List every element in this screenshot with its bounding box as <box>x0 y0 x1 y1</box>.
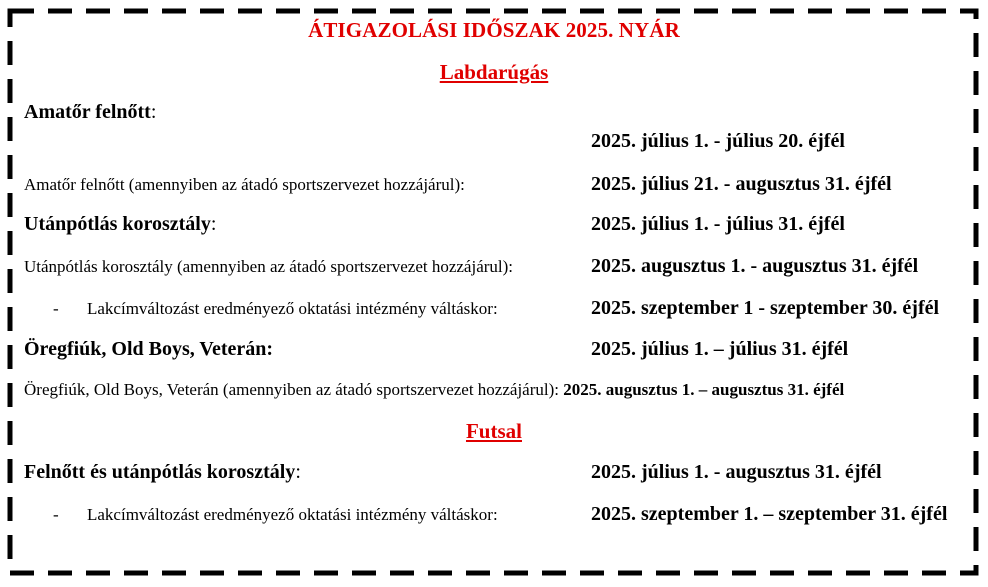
label-lakcim-labdarugas: Lakcímváltozást eredményező oktatási intézmény váltáskor: <box>87 299 498 318</box>
label-oregfiuk: Öregfiúk, Old Boys, Veterán: <box>24 338 274 360</box>
label-oregfiuk-hozzajarul: Öregfiúk, Old Boys, Veterán (amennyiben az átadó sportszervezet hozzájárul): <box>24 380 559 399</box>
value-utanpotlas: 2025. július 1. - július 31. éjfél <box>591 213 845 235</box>
row-oregfiuk <box>0 338 988 368</box>
label-lakcim-futsal: Lakcímváltozást eredményező oktatási intézmény váltáskor: <box>87 505 498 524</box>
value-oregfiuk-hozzajarul: 2025. augusztus 1. – augusztus 31. éjfél <box>563 380 845 399</box>
row-lakcim-futsal <box>0 503 988 533</box>
page-title: ÁTIGAZOLÁSI IDŐSZAK 2025. NYÁR <box>308 18 680 42</box>
row-amator-felnott-value <box>0 130 988 160</box>
row-utanpotlas: Utánpótlás korosztály: 2025. július 1. - július 31. éjfél <box>24 213 845 235</box>
row-futsal-felnott: Felnőtt és utánpótlás korosztály: 2025. július 1. - augusztus 31. éjfél <box>24 461 882 483</box>
value-futsal-felnott: 2025. július 1. - augusztus 31. éjfél <box>591 461 882 483</box>
label-amator-felnott: Amatőr felnőtt <box>24 101 151 123</box>
section-heading-labdarugas: Labdarúgás <box>439 60 549 84</box>
section-heading-futsal: Futsal <box>465 419 522 443</box>
row-utanpotlas-hozzajarul <box>0 255 988 285</box>
value-lakcim-futsal: 2025. szeptember 1. – szeptember 31. éjfél <box>591 503 948 525</box>
label-amator-hozzajarul: Amatőr felnőtt (amennyiben az átadó sportszervezet hozzájárul): <box>24 175 465 194</box>
row-oregfiuk-hozzajarul <box>0 380 988 410</box>
label-utanpotlas-hozzajarul: Utánpótlás korosztály (amennyiben az átadó sportszervezet hozzájárul): <box>24 257 514 276</box>
row-lakcim-labdarugas <box>0 297 988 327</box>
value-utanpotlas-hozzajarul: 2025. augusztus 1. - augusztus 31. éjfél <box>591 255 919 277</box>
bullet-dash: - <box>53 299 59 318</box>
label-futsal-felnott: Felnőtt és utánpótlás korosztály <box>24 461 296 483</box>
row-amator-hozzajarul <box>0 173 988 203</box>
label-utanpotlas: Utánpótlás korosztály <box>24 213 211 235</box>
row-amator-felnott: Amatőr felnőtt: <box>24 101 157 123</box>
value-amator-felnott: 2025. július 1. - július 20. éjfél <box>591 130 845 152</box>
bullet-dash: - <box>53 505 59 524</box>
value-oregfiuk: 2025. július 1. – július 31. éjfél <box>591 338 849 360</box>
value-lakcim-labdarugas: 2025. szeptember 1 - szeptember 30. éjfél <box>591 297 940 319</box>
value-amator-hozzajarul: 2025. július 21. - augusztus 31. éjfél <box>591 173 892 195</box>
